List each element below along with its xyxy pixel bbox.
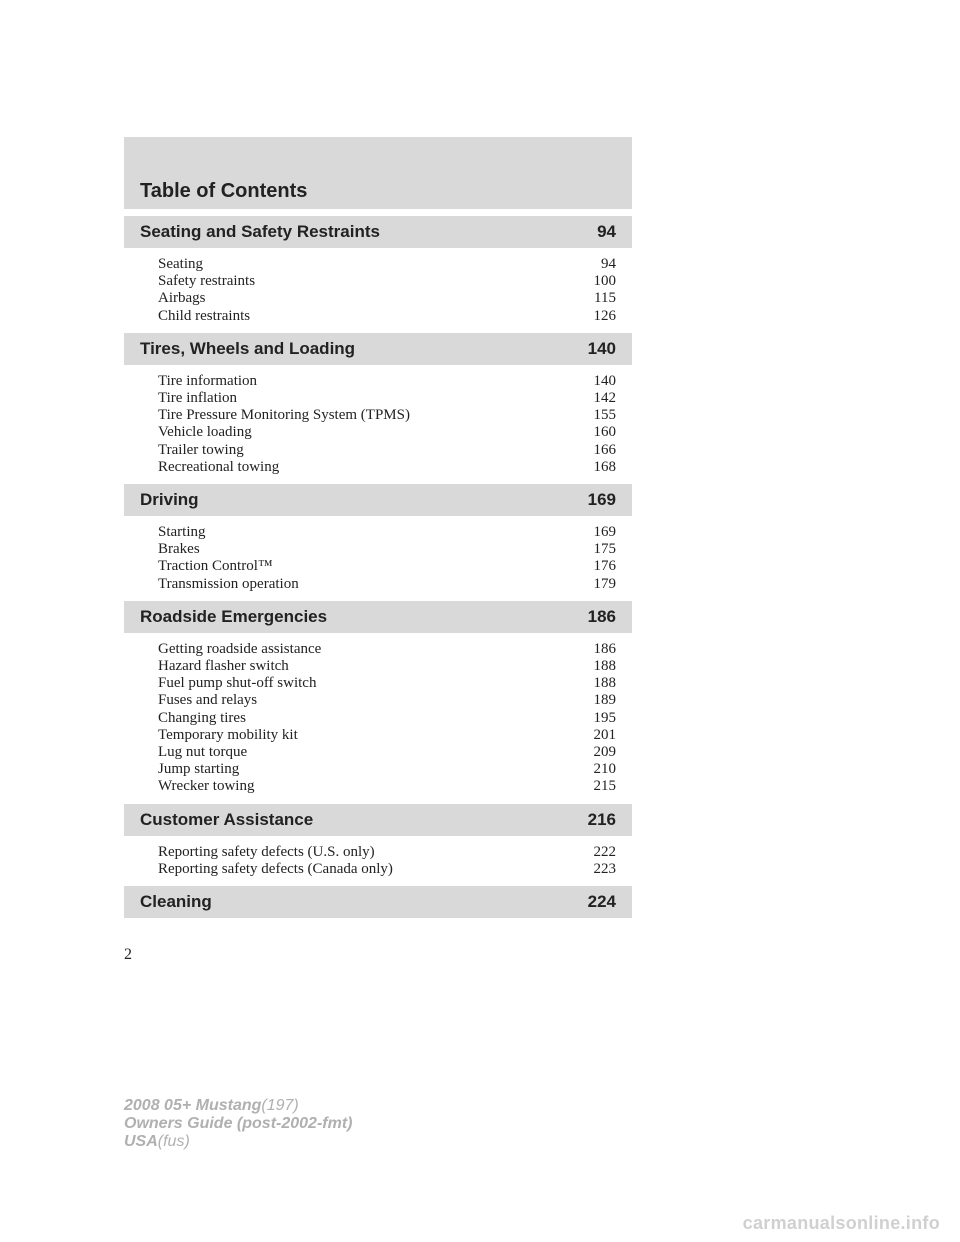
section-heading[interactable] [124, 804, 632, 836]
toc-entry[interactable] [158, 524, 616, 541]
entry-page: 188 [593, 675, 616, 692]
section-items [124, 365, 632, 484]
entry-label: Tire Pressure Monitoring System (TPMS) [158, 407, 410, 424]
entry-page: 176 [593, 558, 616, 575]
footer-model: 2008 05+ Mustang [124, 1097, 262, 1114]
toc-entry[interactable] [158, 407, 616, 424]
entry-label: Vehicle loading [158, 424, 252, 441]
entry-page: 160 [593, 424, 616, 441]
entry-page: 179 [593, 575, 616, 592]
entry-page: 223 [593, 860, 616, 877]
entry-label: Tire inflation [158, 390, 238, 407]
toc-entry[interactable] [158, 641, 616, 658]
section-heading[interactable] [124, 484, 632, 516]
entry-page: 166 [593, 441, 616, 458]
section-page: 169 [587, 490, 616, 510]
toc-entry[interactable] [158, 727, 616, 744]
toc-entry[interactable] [158, 390, 616, 407]
section-title: Driving [140, 490, 199, 510]
footer-model-code: (197) [261, 1097, 299, 1114]
toc-entry[interactable] [158, 424, 616, 441]
toc-section [124, 886, 632, 918]
entry-label: Tire information [158, 372, 258, 389]
document-footer [124, 1097, 352, 1151]
watermark: carmanualsonline.info [742, 1213, 940, 1233]
entry-page: 186 [593, 640, 616, 657]
page-title: Table of Contents [140, 180, 308, 202]
entry-page: 195 [593, 709, 616, 726]
entry-page: 140 [593, 372, 616, 389]
section-heading[interactable] [124, 216, 632, 248]
footer-market-code: (fus) [157, 1133, 190, 1150]
section-items [124, 633, 632, 804]
section-title: Cleaning [140, 892, 212, 912]
entry-label: Fuel pump shut-off switch [158, 675, 317, 692]
entry-page: 209 [593, 744, 616, 761]
toc-entry[interactable] [158, 442, 616, 459]
entry-page: 100 [593, 273, 616, 290]
toc-entry[interactable] [158, 778, 616, 795]
toc-entry[interactable] [158, 541, 616, 558]
entry-page: 126 [593, 307, 616, 324]
toc-entry[interactable] [158, 744, 616, 761]
entry-label: Child restraints [158, 307, 251, 324]
toc-entry[interactable] [158, 373, 616, 390]
toc-entry[interactable] [158, 576, 616, 593]
entry-page: 188 [593, 658, 616, 675]
toc-entry[interactable] [158, 290, 616, 307]
entry-page: 169 [593, 524, 616, 541]
entry-label: Airbags [158, 290, 206, 307]
toc-section [124, 804, 632, 886]
table-of-contents [124, 216, 632, 918]
entry-label: Trailer towing [158, 441, 244, 458]
entry-label: Safety restraints [158, 273, 256, 290]
footer-guide: Owners Guide (post-2002-fmt) [124, 1115, 353, 1132]
section-heading[interactable] [124, 601, 632, 633]
entry-label: Temporary mobility kit [158, 726, 298, 743]
entry-page: 142 [593, 390, 616, 407]
toc-entry[interactable] [158, 844, 616, 861]
entry-label: Brakes [158, 541, 200, 558]
entry-label: Seating [158, 256, 203, 272]
section-page: 140 [587, 338, 616, 358]
entry-label: Getting roadside assistance [158, 640, 322, 657]
entry-page: 175 [593, 541, 616, 558]
entry-label: Lug nut torque [158, 744, 248, 761]
toc-entry[interactable] [158, 658, 616, 675]
toc-section [124, 601, 632, 804]
entry-page: 201 [593, 726, 616, 743]
toc-section [124, 333, 632, 484]
section-heading[interactable] [124, 886, 632, 918]
section-page: 224 [587, 892, 616, 912]
toc-header [124, 137, 632, 209]
toc-entry[interactable] [158, 459, 616, 476]
entry-page: 210 [593, 761, 616, 778]
section-items [124, 516, 632, 601]
section-title: Tires, Wheels and Loading [140, 338, 356, 358]
toc-entry[interactable] [158, 273, 616, 290]
toc-section [124, 484, 632, 601]
section-title: Seating and Safety Restraints [140, 222, 380, 241]
entry-page: 115 [594, 290, 616, 307]
section-page: 94 [597, 222, 616, 241]
toc-entry[interactable] [158, 761, 616, 778]
entry-label: Jump starting [158, 761, 240, 778]
entry-label: Reporting safety defects (Canada only) [158, 860, 393, 877]
toc-entry[interactable] [158, 256, 616, 273]
toc-entry[interactable] [158, 675, 616, 692]
section-heading[interactable] [124, 333, 632, 365]
entry-page: 155 [593, 407, 616, 424]
section-items [124, 836, 632, 886]
toc-section [124, 216, 632, 333]
entry-label: Hazard flasher switch [158, 658, 289, 675]
section-page: 186 [587, 606, 616, 626]
entry-label: Transmission operation [158, 575, 299, 592]
entry-label: Wrecker towing [158, 778, 255, 795]
footer-market: USA [124, 1133, 158, 1150]
entry-page: 94 [601, 256, 616, 272]
entry-label: Starting [158, 524, 206, 541]
entry-label: Fuses and relays [158, 692, 258, 709]
entry-page: 189 [593, 692, 616, 709]
toc-entry[interactable] [158, 558, 616, 575]
entry-page: 215 [593, 778, 616, 795]
toc-entry[interactable] [158, 710, 616, 727]
entry-page: 168 [593, 458, 616, 475]
entry-label: Changing tires [158, 709, 246, 726]
section-items [124, 248, 632, 333]
entry-label: Traction Control™ [158, 558, 273, 575]
toc-entry[interactable] [158, 861, 616, 878]
entry-label: Recreational towing [158, 458, 280, 475]
section-title: Roadside Emergencies [140, 606, 328, 626]
section-title: Customer Assistance [140, 809, 314, 829]
section-page: 216 [587, 809, 616, 829]
toc-entry[interactable] [158, 308, 616, 325]
entry-label: Reporting safety defects (U.S. only) [158, 843, 375, 860]
page-number: 2 [124, 946, 132, 963]
entry-page: 222 [593, 843, 616, 860]
toc-entry[interactable] [158, 692, 616, 709]
